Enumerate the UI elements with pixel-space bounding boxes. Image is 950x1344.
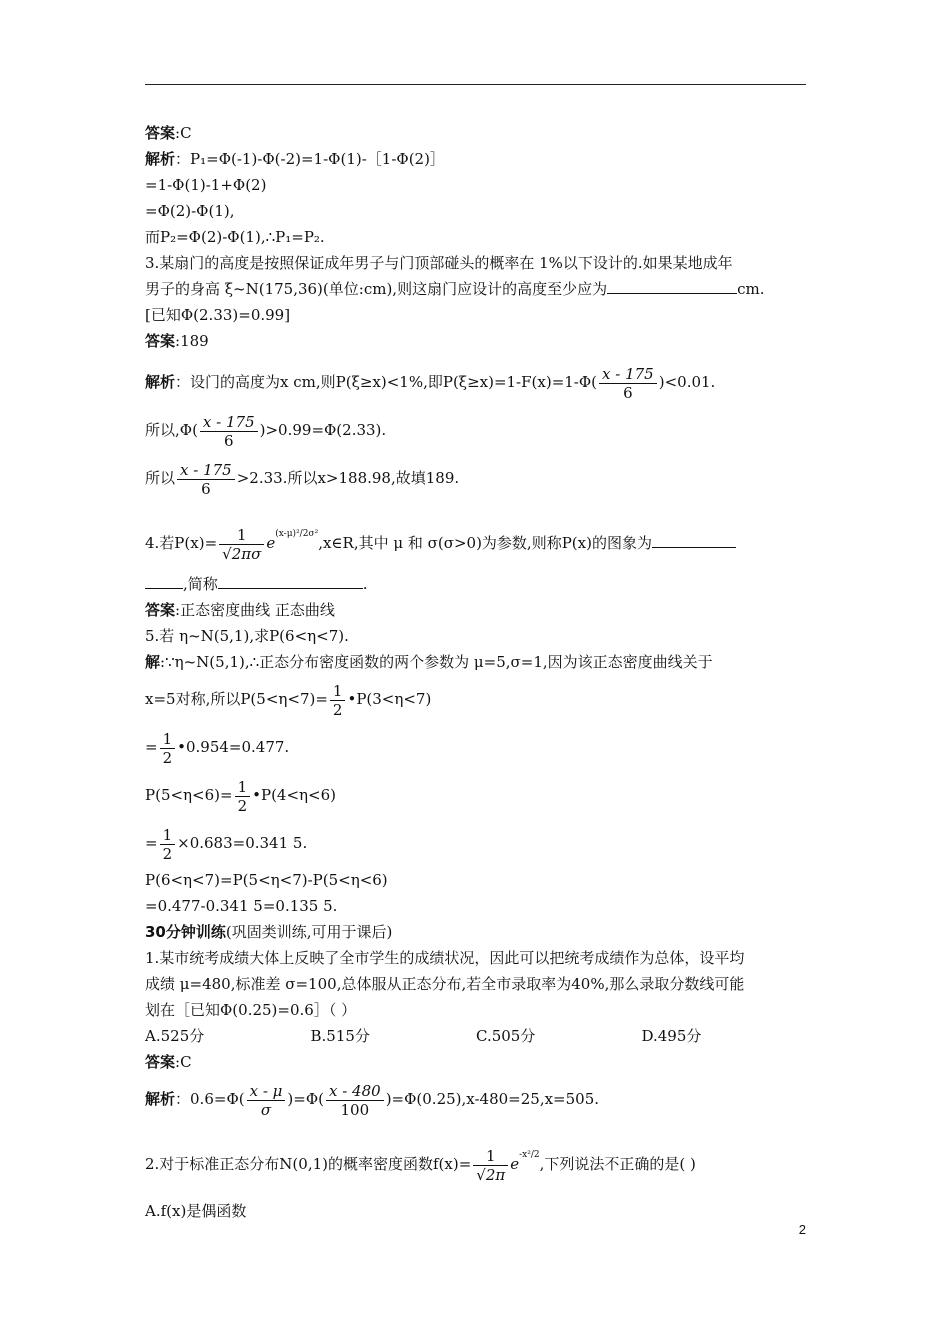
fraction: $\frac{1}{√2\pi}$ bbox=[473, 1147, 508, 1184]
text-line: =0.477-0.341 5=0.135 5. bbox=[145, 897, 338, 915]
fraction: $\frac{x - \mu}{\sigma}$ bbox=[247, 1082, 286, 1119]
fill-blank bbox=[218, 574, 363, 589]
fraction-half: $\frac{1}{2}$ bbox=[160, 826, 176, 863]
fraction: $\frac{x - 175}{6}$ bbox=[599, 365, 657, 402]
answer-line: 答案:正态密度曲线 正态曲线 bbox=[145, 601, 335, 619]
question-4-line2: ,简称 . bbox=[145, 571, 807, 597]
fraction-half: $\frac{1}{2}$ bbox=[160, 730, 176, 767]
problem-1-line3: 划在［已知Φ(0.25)=0.6］（ ） bbox=[145, 1001, 357, 1019]
fraction: $\frac{1}{√2\pi\sigma}$ bbox=[219, 526, 264, 563]
question-3: 3.某扇门的高度是按照保证成年男子与门顶部碰头的概率在 1%以下设计的.如果某地成年 bbox=[145, 254, 733, 272]
text-line: =1-Φ(1)-1+Φ(2) bbox=[145, 176, 267, 194]
fraction: $\frac{x - 175}{6}$ bbox=[200, 413, 258, 450]
solution-line: 解析：P₁=Φ(-1)-Φ(-2)=1-Φ(1)-［1-Φ(2)］ bbox=[145, 150, 445, 168]
problem-1: 1.某市统考成绩大体上反映了全市学生的成绩状况，因此可以把统考成绩作为总体，设平均 bbox=[145, 949, 745, 967]
solution-line: 解:∵η~N(5,1),∴正态分布密度函数的两个参数为 μ=5,σ=1,因为该正态密度曲线关于 bbox=[145, 653, 713, 671]
text-line: 所以 $\frac{x - 175}{6}$ >2.33.所以x>188.98,故填189. bbox=[145, 460, 460, 498]
text-line: x=5对称,所以P(5<η<7)= $\frac{1}{2}$ •P(3<η<7) bbox=[145, 681, 432, 719]
fraction: $\frac{x - 480}{100}$ bbox=[326, 1082, 384, 1119]
fraction-half: $\frac{1}{2}$ bbox=[235, 778, 251, 815]
question-3-line2: 男子的身高 ξ~N(175,36)(单位:cm),则这扇门应设计的高度至少应为 cm. bbox=[145, 280, 765, 298]
question-3-line3: [已知Φ(2.33)=0.99] bbox=[145, 306, 291, 324]
options-row bbox=[145, 1023, 807, 1049]
solution-line: 解析：设门的高度为x cm,则P(ξ≥x)<1%,即P(ξ≥x)=1-F(x)=1-Φ( $\frac{x - 175}{6}$ )<0.01. bbox=[145, 364, 716, 402]
section-heading: 30分钟训练(巩固类训练,可用于课后) bbox=[145, 923, 393, 941]
fill-blank bbox=[145, 574, 183, 589]
text-line: P(5<η<6)= $\frac{1}{2}$ •P(4<η<6) bbox=[145, 777, 336, 815]
option-c: C.505分 bbox=[476, 1027, 536, 1045]
fill-blank bbox=[607, 279, 737, 294]
question-4: 4.若P(x)= $\frac{1}{√2\pi\sigma}$ $e^{(x-\mu)^2/2\sigma^2},x\in R$,其中 μ 和 σ(σ>0)为参数,则称P(x)的图象为 bbox=[145, 510, 807, 567]
question-5: 5.若 η~N(5,1),求P(6<η<7). bbox=[145, 627, 349, 645]
solution-line: 解析：0.6=Φ( $\frac{x - \mu}{\sigma}$ )=Φ( $\frac{x - 480}{100}$ )=Φ(0.25),x-480=25,x=505. bbox=[145, 1081, 600, 1119]
fraction: $\frac{x - 175}{6}$ bbox=[177, 461, 235, 498]
option-d: D.495分 bbox=[641, 1027, 702, 1045]
answer-line: 答案:189 bbox=[145, 332, 209, 350]
option-a: A.525分 bbox=[145, 1027, 205, 1045]
text-line: = $\frac{1}{2}$ ×0.683=0.341 5. bbox=[145, 825, 308, 863]
answer-line: 答案:C bbox=[145, 1053, 192, 1071]
answer-line: 答案:C bbox=[145, 124, 192, 142]
page-number: 2 bbox=[798, 1222, 806, 1237]
header-rule bbox=[145, 84, 806, 85]
problem-1-line2: 成绩 μ=480,标准差 σ=100,总体服从正态分布,若全市录取率为40%,那么录取分数线可能 bbox=[145, 975, 745, 993]
text-line: 所以,Φ( $\frac{x - 175}{6}$ )>0.99=Φ(2.33). bbox=[145, 412, 387, 450]
document-body bbox=[145, 120, 807, 1224]
problem-2: 2.对于标准正态分布N(0,1)的概率密度函数f(x)= $\frac{1}{√2\pi}$ $e^{-x^2/2}$,下列说法不正确的是( ) bbox=[145, 1146, 696, 1184]
text-line: P(6<η<7)=P(5<η<7)-P(5<η<6) bbox=[145, 871, 388, 889]
option-a: A.f(x)是偶函数 bbox=[145, 1202, 247, 1220]
option-b: B.515分 bbox=[310, 1027, 370, 1045]
text-line: =Φ(2)-Φ(1), bbox=[145, 202, 235, 220]
fraction-half: $\frac{1}{2}$ bbox=[330, 682, 346, 719]
text-line: = $\frac{1}{2}$ •0.954=0.477. bbox=[145, 729, 290, 767]
fill-blank bbox=[652, 533, 736, 548]
text-line: 而P₂=Φ(2)-Φ(1),∴P₁=P₂. bbox=[145, 228, 325, 246]
